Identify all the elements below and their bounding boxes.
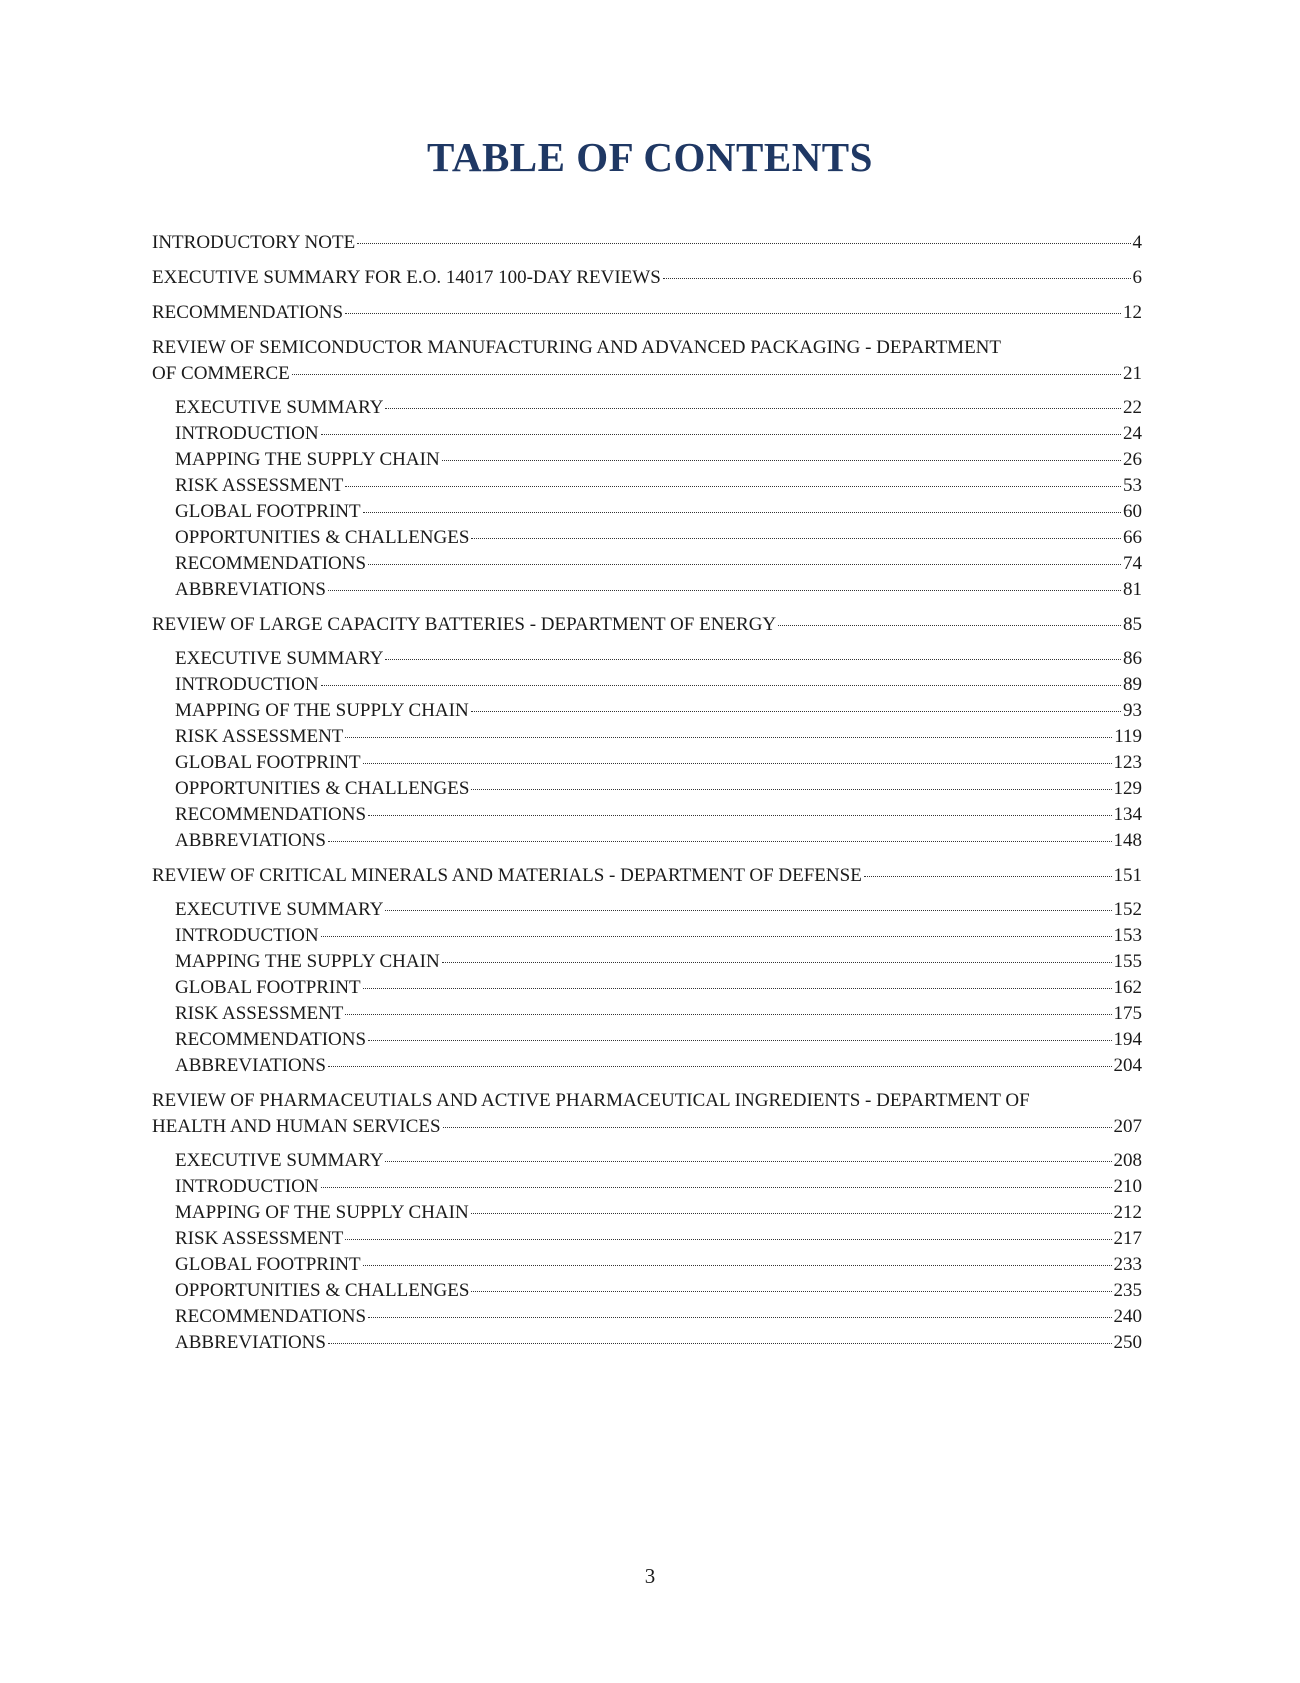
dot-leader <box>368 560 1121 565</box>
page-title: TABLE OF CONTENTS <box>427 134 873 180</box>
toc-subentry-page: 212 <box>1113 1202 1142 1223</box>
dot-leader <box>471 1209 1112 1214</box>
dot-leader <box>345 309 1121 314</box>
dot-leader <box>321 1183 1112 1188</box>
toc-subentry-page: 235 <box>1113 1280 1142 1301</box>
table-of-contents <box>152 230 1142 1356</box>
toc-subentry-label: GLOBAL FOOTPRINT <box>175 977 361 998</box>
dot-leader <box>328 1062 1112 1067</box>
dot-leader <box>778 621 1121 626</box>
critical-minerals-subsections <box>152 897 1142 1079</box>
dot-leader <box>357 239 1130 244</box>
toc-entry-label: REVIEW OF CRITICAL MINERALS AND MATERIALS - DEPARTMENT OF DEFENSE <box>152 865 862 886</box>
toc-subentry-recommendations[interactable] <box>152 1304 1142 1330</box>
dot-leader <box>442 958 1112 963</box>
toc-entry-page: 4 <box>1132 232 1142 253</box>
toc-subentry-page: 93 <box>1123 700 1142 721</box>
dot-leader <box>471 1287 1111 1292</box>
dot-leader <box>345 1235 1111 1240</box>
toc-subentry-label: INTRODUCTION <box>175 925 319 946</box>
toc-subentry-label: GLOBAL FOOTPRINT <box>175 752 361 773</box>
toc-subentry-page: 123 <box>1113 752 1142 773</box>
toc-entry-label: RECOMMENDATIONS <box>152 302 344 323</box>
dot-leader <box>345 1010 1111 1015</box>
dot-leader <box>471 785 1111 790</box>
toc-subentry-risk-assessment[interactable] <box>152 724 1142 750</box>
toc-subentry-label: EXECUTIVE SUMMARY <box>175 397 384 418</box>
dot-leader <box>363 759 1112 764</box>
toc-entry-executive-summary[interactable] <box>152 265 1142 291</box>
toc-subentry-page: 60 <box>1123 501 1142 522</box>
dot-leader <box>368 1313 1111 1318</box>
toc-entry-label: EXECUTIVE SUMMARY FOR E.O. 14017 100-DAY REVIEWS <box>152 267 661 288</box>
toc-subentry-mapping-of-the-supply-chain[interactable] <box>152 698 1142 724</box>
toc-entry-label-line1: REVIEW OF SEMICONDUCTOR MANUFACTURING AND ADVANCED PACKAGING - DEPARTMENT <box>152 337 1002 358</box>
toc-subentry-introduction[interactable] <box>152 923 1142 949</box>
toc-subentry-page: 81 <box>1123 579 1142 600</box>
toc-subentry-recommendations[interactable] <box>152 802 1142 828</box>
toc-entry-label: INTRODUCTORY NOTE <box>152 232 356 253</box>
toc-subentry-executive-summary[interactable] <box>152 897 1142 923</box>
toc-subentry-page: 148 <box>1113 830 1142 851</box>
toc-subentry-label: MAPPING OF THE SUPPLY CHAIN <box>175 700 469 721</box>
toc-subentry-label: GLOBAL FOOTPRINT <box>175 501 361 522</box>
toc-subentry-label: GLOBAL FOOTPRINT <box>175 1254 361 1275</box>
toc-subentry-page: 152 <box>1113 899 1142 920</box>
toc-subentry-label: ABBREVIATIONS <box>175 579 326 600</box>
toc-subentry-label: INTRODUCTION <box>175 674 319 695</box>
page-number: 3 <box>644 1564 656 1588</box>
dot-leader <box>292 370 1121 375</box>
toc-subentry-introduction[interactable] <box>152 421 1142 447</box>
toc-subentry-page: 233 <box>1113 1254 1142 1275</box>
toc-subentry-page: 134 <box>1113 804 1142 825</box>
toc-subentry-recommendations[interactable] <box>152 551 1142 577</box>
dot-leader <box>321 430 1121 435</box>
toc-entry-page: 151 <box>1113 865 1142 886</box>
toc-subentry-label: RISK ASSESSMENT <box>175 1228 344 1249</box>
toc-subentry-page: 217 <box>1113 1228 1142 1249</box>
toc-subentry-recommendations[interactable] <box>152 1027 1142 1053</box>
dot-leader <box>442 456 1121 461</box>
toc-subentry-abbreviations[interactable] <box>152 577 1142 603</box>
dot-leader <box>363 508 1121 513</box>
toc-subentry-executive-summary[interactable] <box>152 646 1142 672</box>
toc-subentry-label: MAPPING THE SUPPLY CHAIN <box>175 951 440 972</box>
toc-entry-label-line2: OF COMMERCE <box>152 363 290 384</box>
toc-subentry-page: 175 <box>1113 1003 1142 1024</box>
toc-subentry-label: RECOMMENDATIONS <box>175 1306 367 1327</box>
toc-entry-page: 12 <box>1123 302 1142 323</box>
toc-subentry-label: RISK ASSESSMENT <box>175 475 344 496</box>
toc-subentry-label: ABBREVIATIONS <box>175 1055 326 1076</box>
dot-leader <box>368 1036 1111 1041</box>
toc-entry-semiconductor-review[interactable] <box>152 335 1142 387</box>
toc-entry-page: 21 <box>1123 363 1142 384</box>
toc-subentry-label: RISK ASSESSMENT <box>175 1003 344 1024</box>
toc-subentry-page: 24 <box>1123 423 1142 444</box>
toc-entry-page: 6 <box>1132 267 1142 288</box>
toc-subentry-page: 204 <box>1113 1055 1142 1076</box>
toc-subentry-introduction[interactable] <box>152 1174 1142 1200</box>
toc-subentry-abbreviations[interactable] <box>152 1330 1142 1356</box>
toc-subentry-page: 86 <box>1123 648 1142 669</box>
toc-subentry-label: INTRODUCTION <box>175 423 319 444</box>
toc-subentry-page: 210 <box>1113 1176 1142 1197</box>
dot-leader <box>385 1157 1111 1162</box>
toc-subentry-label: OPPORTUNITIES & CHALLENGES <box>175 778 470 799</box>
toc-subentry-page: 26 <box>1123 449 1142 470</box>
toc-subentry-executive-summary[interactable] <box>152 1148 1142 1174</box>
toc-subentry-page: 22 <box>1123 397 1142 418</box>
semiconductor-subsections <box>152 395 1142 603</box>
toc-subentry-page: 240 <box>1113 1306 1142 1327</box>
toc-entry-introductory-note[interactable] <box>152 230 1142 256</box>
toc-subentry-risk-assessment[interactable] <box>152 1226 1142 1252</box>
dot-leader <box>385 655 1121 660</box>
toc-subentry-global-footprint[interactable] <box>152 750 1142 776</box>
toc-subentry-abbreviations[interactable] <box>152 1053 1142 1079</box>
dot-leader <box>385 906 1111 911</box>
toc-entry-recommendations[interactable] <box>152 300 1142 326</box>
toc-subentry-abbreviations[interactable] <box>152 828 1142 854</box>
toc-subentry-global-footprint[interactable] <box>152 499 1142 525</box>
toc-entry-batteries-review[interactable] <box>152 612 1142 638</box>
toc-subentry-label: OPPORTUNITIES & CHALLENGES <box>175 1280 470 1301</box>
toc-subentry-label: RISK ASSESSMENT <box>175 726 344 747</box>
toc-subentry-risk-assessment[interactable] <box>152 473 1142 499</box>
toc-subentry-opportunities-challenges[interactable] <box>152 525 1142 551</box>
toc-subentry-page: 208 <box>1113 1150 1142 1171</box>
toc-subentry-label: EXECUTIVE SUMMARY <box>175 899 384 920</box>
toc-subentry-label: MAPPING OF THE SUPPLY CHAIN <box>175 1202 469 1223</box>
toc-subentry-page: 129 <box>1113 778 1142 799</box>
dot-leader <box>321 932 1112 937</box>
dot-leader <box>363 1261 1112 1266</box>
toc-entry-pharmaceuticals-review[interactable] <box>152 1088 1142 1140</box>
dot-leader <box>368 811 1111 816</box>
toc-subentry-introduction[interactable] <box>152 672 1142 698</box>
toc-subentry-label: MAPPING THE SUPPLY CHAIN <box>175 449 440 470</box>
toc-subentry-page: 119 <box>1114 726 1142 747</box>
dot-leader <box>471 707 1121 712</box>
toc-entry-label-line1: REVIEW OF PHARMACEUTIALS AND ACTIVE PHARMACEUTICAL INGREDIENTS - DEPARTMENT OF <box>152 1090 1030 1111</box>
toc-subentry-global-footprint[interactable] <box>152 1252 1142 1278</box>
toc-entry-page: 85 <box>1123 614 1142 635</box>
toc-subentry-label: ABBREVIATIONS <box>175 1332 326 1353</box>
toc-subentry-page: 155 <box>1113 951 1142 972</box>
pharmaceuticals-subsections <box>152 1148 1142 1356</box>
toc-entry-label: REVIEW OF LARGE CAPACITY BATTERIES - DEPARTMENT OF ENERGY <box>152 614 777 635</box>
toc-subentry-label: INTRODUCTION <box>175 1176 319 1197</box>
toc-subentry-page: 153 <box>1113 925 1142 946</box>
dot-leader <box>663 274 1131 279</box>
toc-subentry-opportunities-challenges[interactable] <box>152 1278 1142 1304</box>
toc-subentry-page: 53 <box>1123 475 1142 496</box>
toc-subentry-label: EXECUTIVE SUMMARY <box>175 1150 384 1171</box>
toc-subentry-mapping-the-supply-chain[interactable] <box>152 949 1142 975</box>
toc-subentry-page: 162 <box>1113 977 1142 998</box>
batteries-subsections <box>152 646 1142 854</box>
dot-leader <box>345 733 1112 738</box>
toc-subentry-label: OPPORTUNITIES & CHALLENGES <box>175 527 470 548</box>
toc-subentry-page: 250 <box>1113 1332 1142 1353</box>
toc-subentry-global-footprint[interactable] <box>152 975 1142 1001</box>
toc-subentry-page: 194 <box>1113 1029 1142 1050</box>
toc-entry-label-line2: HEALTH AND HUMAN SERVICES <box>152 1116 441 1137</box>
dot-leader <box>471 534 1121 539</box>
toc-subentry-label: ABBREVIATIONS <box>175 830 326 851</box>
toc-subentry-page: 74 <box>1123 553 1142 574</box>
toc-subentry-label: RECOMMENDATIONS <box>175 1029 367 1050</box>
dot-leader <box>443 1123 1112 1128</box>
dot-leader <box>864 872 1112 877</box>
toc-subentry-executive-summary[interactable] <box>152 395 1142 421</box>
toc-subentry-page: 89 <box>1123 674 1142 695</box>
toc-subentry-mapping-of-the-supply-chain[interactable] <box>152 1200 1142 1226</box>
toc-subentry-page: 66 <box>1123 527 1142 548</box>
dot-leader <box>328 837 1112 842</box>
toc-subentry-label: RECOMMENDATIONS <box>175 804 367 825</box>
dot-leader <box>328 1339 1112 1344</box>
toc-subentry-label: EXECUTIVE SUMMARY <box>175 648 384 669</box>
dot-leader <box>385 404 1121 409</box>
toc-subentry-risk-assessment[interactable] <box>152 1001 1142 1027</box>
dot-leader <box>363 984 1112 989</box>
dot-leader <box>345 482 1121 487</box>
dot-leader <box>321 681 1121 686</box>
dot-leader <box>328 586 1121 591</box>
toc-entry-critical-minerals-review[interactable] <box>152 863 1142 889</box>
toc-subentry-opportunities-challenges[interactable] <box>152 776 1142 802</box>
toc-subentry-label: RECOMMENDATIONS <box>175 553 367 574</box>
toc-subentry-mapping-the-supply-chain[interactable] <box>152 447 1142 473</box>
toc-entry-page: 207 <box>1113 1116 1142 1137</box>
